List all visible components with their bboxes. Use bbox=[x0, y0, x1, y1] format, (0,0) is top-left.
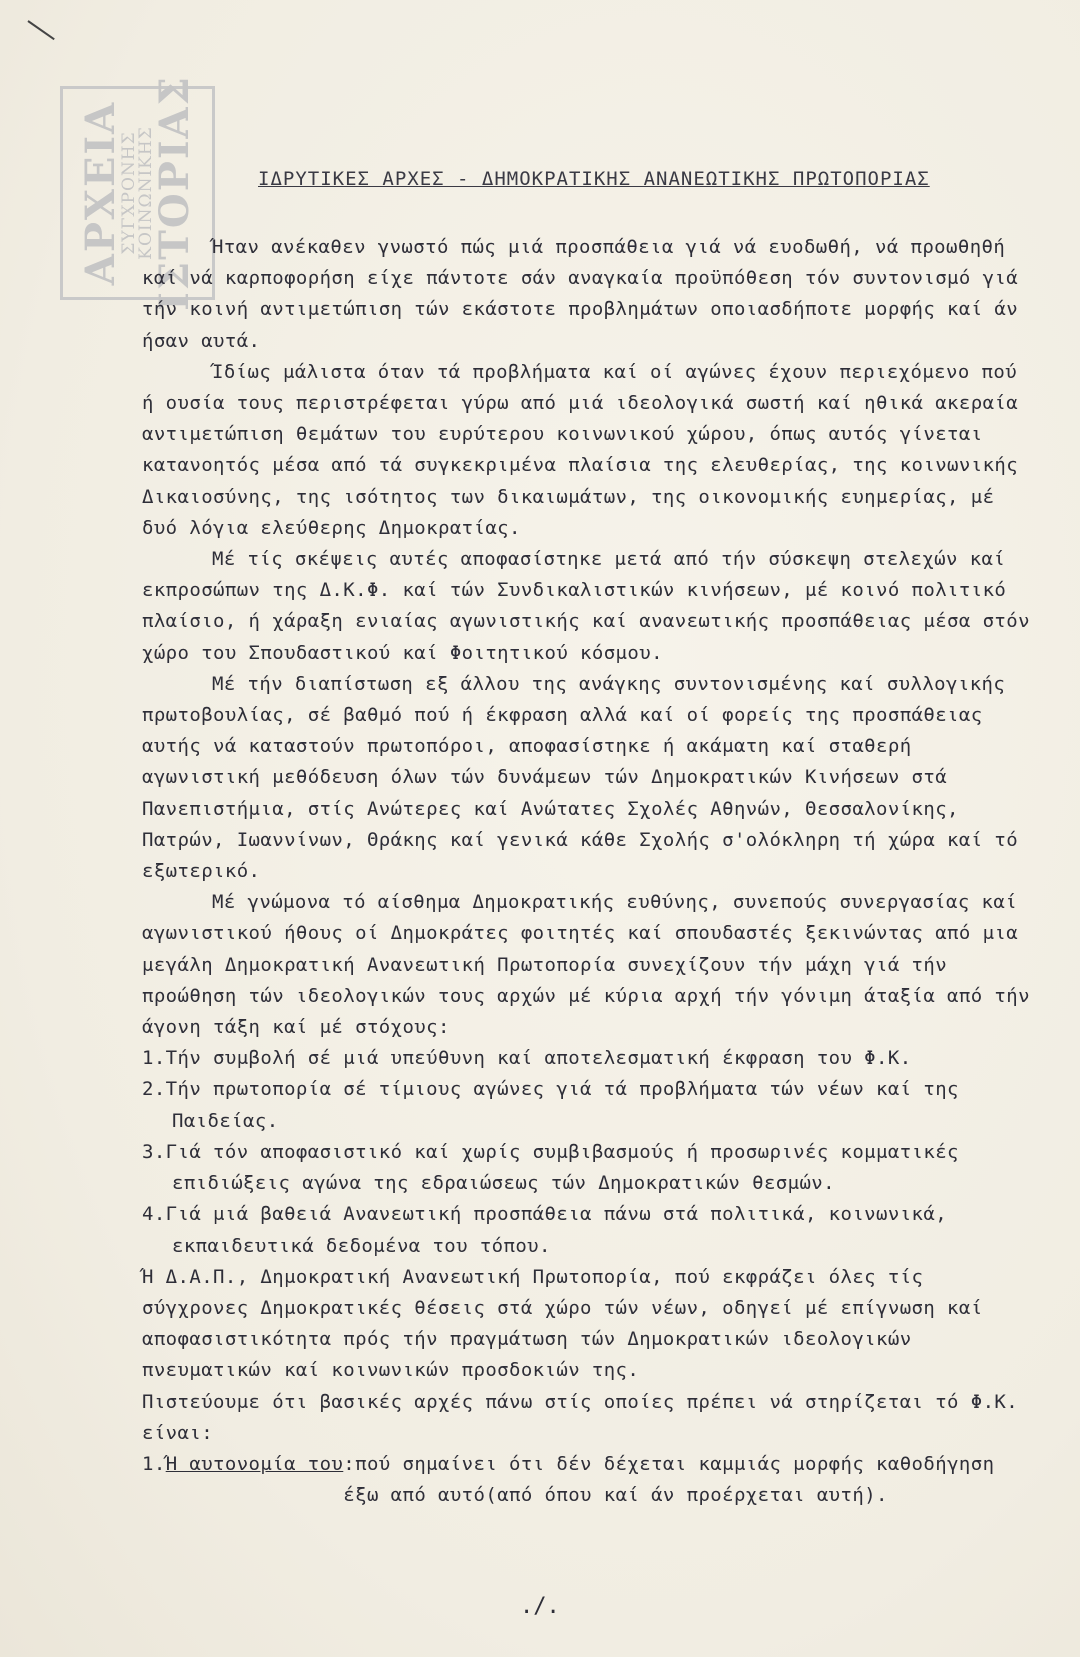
principle-term: Ή αυτονομία του bbox=[165, 1452, 344, 1475]
paragraph-7: Πιστεύουμε ότι βασικές αρχές πάνω στίς οποίες πρέπει νά στηρίζεται τό Φ.Κ. είναι: bbox=[142, 1390, 1019, 1444]
principle-description: :πού σημαίνει ότι δέν δέχεται καμμιάς μορφής καθοδήγηση έξω από αυτό(από όπου καί άν προέρχεται αυτή). bbox=[343, 1452, 995, 1507]
principle-1 bbox=[142, 1449, 1032, 1511]
goal-4: 4.Γιά μιά βαθειά Ανανεωτική προσπάθεια πάνω στά πολιτικά, κοινωνικά, εκπαιδευτικά δεδομένα του τόπου. bbox=[142, 1203, 948, 1257]
page-continuation-marker: ./. bbox=[520, 1594, 560, 1619]
stamp-line-4: ΙΣΤΟΡΙΑΣ bbox=[150, 75, 198, 311]
goal-2: 2.Τήν πρωτοπορία σέ τίμιους αγώνες γιά τά προβλήματα τών νέων καί της Παιδείας. bbox=[142, 1078, 959, 1132]
stamp-line-1: ΑΡΧΕΙΑ bbox=[76, 100, 124, 286]
document-title: ΙΔΡΥΤΙΚΕΣ ΑΡΧΕΣ - ΔΗΜΟΚΡΑΤΙΚΗΣ ΑΝΑΝΕΩΤΙΚΗΣ ΠΡΩΤΟΠΟΡΙΑΣ bbox=[258, 168, 930, 190]
pen-mark bbox=[27, 20, 54, 40]
paragraph-4: Μέ τήν διαπίστωση εξ άλλου της ανάγκης συντονισμένης καί συλλογικής πρωτοβουλίας, σέ βαθμό πού ή έκφραση αλλά καί οί φορείς της προσπάθειας αυτής νά καταστούν πρωτοπόροι, αποφασίστηκε ή ακάματη καί σταθερή αγωνιστική μεθόδευση όλων τών δυνάμεων τών Δημοκρατικών Κινήσεων στά Πανεπιστήμια, στίς Ανώτερες καί Ανώτατες Σχολές Αθηνών, Θεσσαλονίκης, Πατρών, Ιωαννίνων, Θράκης καί γενικά κάθε Σχολής σ'ολόκληρη τή χώρα καί τό εξωτερικό. bbox=[142, 672, 1019, 883]
paragraph-5: Μέ γνώμονα τό αίσθημα Δημοκρατικής ευθύνης, συνεπούς συνεργασίας καί αγωνιστικού ήθους οί Δημοκράτες φοιτητές καί σπουδαστές ξεκινώντας από μια μεγάλη Δημοκρατική Ανανεωτική Πρωτοπορία συνεχίζουν τήν μάχη γιά τήν προώθηση τών ιδεολογικών τους αρχών μέ κύρια αρχή τήν γόνιμη άταξία από τήν άγονη τάξη καί μέ στόχους: bbox=[142, 891, 1030, 1039]
goal-3: 3.Γιά τόν αποφασιστικό καί χωρίς συμβιβασμούς ή προσωρινές κομματικές επιδιώξεις αγώνα της εδραιώσεως τών Δημοκρατικών θεσμών. bbox=[142, 1140, 959, 1195]
paragraph-2: Ίδίως μάλιστα όταν τά προβλήματα καί οί αγώνες έχουν περιεχόμενο πού ή ουσία τους περιστρέφεται γύρω από μιά ιδεολογικά σωστή καί ηθικά ακεραία αντιμετώπιση θεμάτων του ευρύτερου κοινωνικού χώρου, όπως αυτός γίνεται κατανοητός μέσα από τά συγκεκριμένα πλαίσια της ελευθερίας, της κοινωνικής Δικαιοσύνης, της ισότητος των δικαιωμάτων, της οικονομικής ευημερίας, μέ δυό λόγια ελεύθερης Δημοκρατίας. bbox=[142, 360, 1019, 539]
stamp-line-2: ΣΥΓΧΡΟΝΗΣ bbox=[118, 131, 139, 255]
goal-1: 1.Τήν συμβολή σέ μιά υπεύθυνη καί αποτελεσματική έκφραση του Φ.Κ. bbox=[142, 1047, 912, 1070]
document-body bbox=[142, 232, 1032, 1511]
principle-number: 1. bbox=[142, 1452, 166, 1475]
paragraph-1: Ήταν ανέκαθεν γνωστό πώς μιά προσπάθεια γιά νά ευοδωθή, νά προωθηθή καί νά καρποφορήση είχε πάντοτε σάν αναγκαία προϋπόθεση τόν συντονισμό γιά τήν κοινή αντιμετώπιση τών εκάστοτε προβλημάτων οποιασδήποτε μορφής καί άν ήσαν αυτά. bbox=[142, 236, 1019, 352]
stamp-line-3: ΚΟΙΝΩΝΙΚΗΣ bbox=[135, 126, 156, 260]
paragraph-3: Μέ τίς σκέψεις αυτές αποφασίστηκε μετά από τήν σύσκεψη στελεχών καί εκπροσώπων της Δ.Κ.Φ. καί τών Συνδικαλιστικών κινήσεων, μέ κοινό πολιτικό πλαίσιο, ή χάραξη ενιαίας αγωνιστικής καί ανανεωτικής προσπάθειας μέσα στόν χώρο του Σπουδαστικού καί Φοιτητικού κόσμου. bbox=[142, 548, 1030, 664]
paragraph-6: Ή Δ.Α.Π., Δημοκρατική Ανανεωτική Πρωτοπορία, πού εκφράζει όλες τίς σύγχρονες Δημοκρατικές θέσεις στά χώρο τών νέων, οδηγεί μέ επίγνωση καί αποφασιστικότητα πρός τήν πραγμάτωση τών Δημοκρατικών ιδεολογικών πνευματικών καί κοινωνικών προσδοκιών της. bbox=[142, 1265, 983, 1382]
